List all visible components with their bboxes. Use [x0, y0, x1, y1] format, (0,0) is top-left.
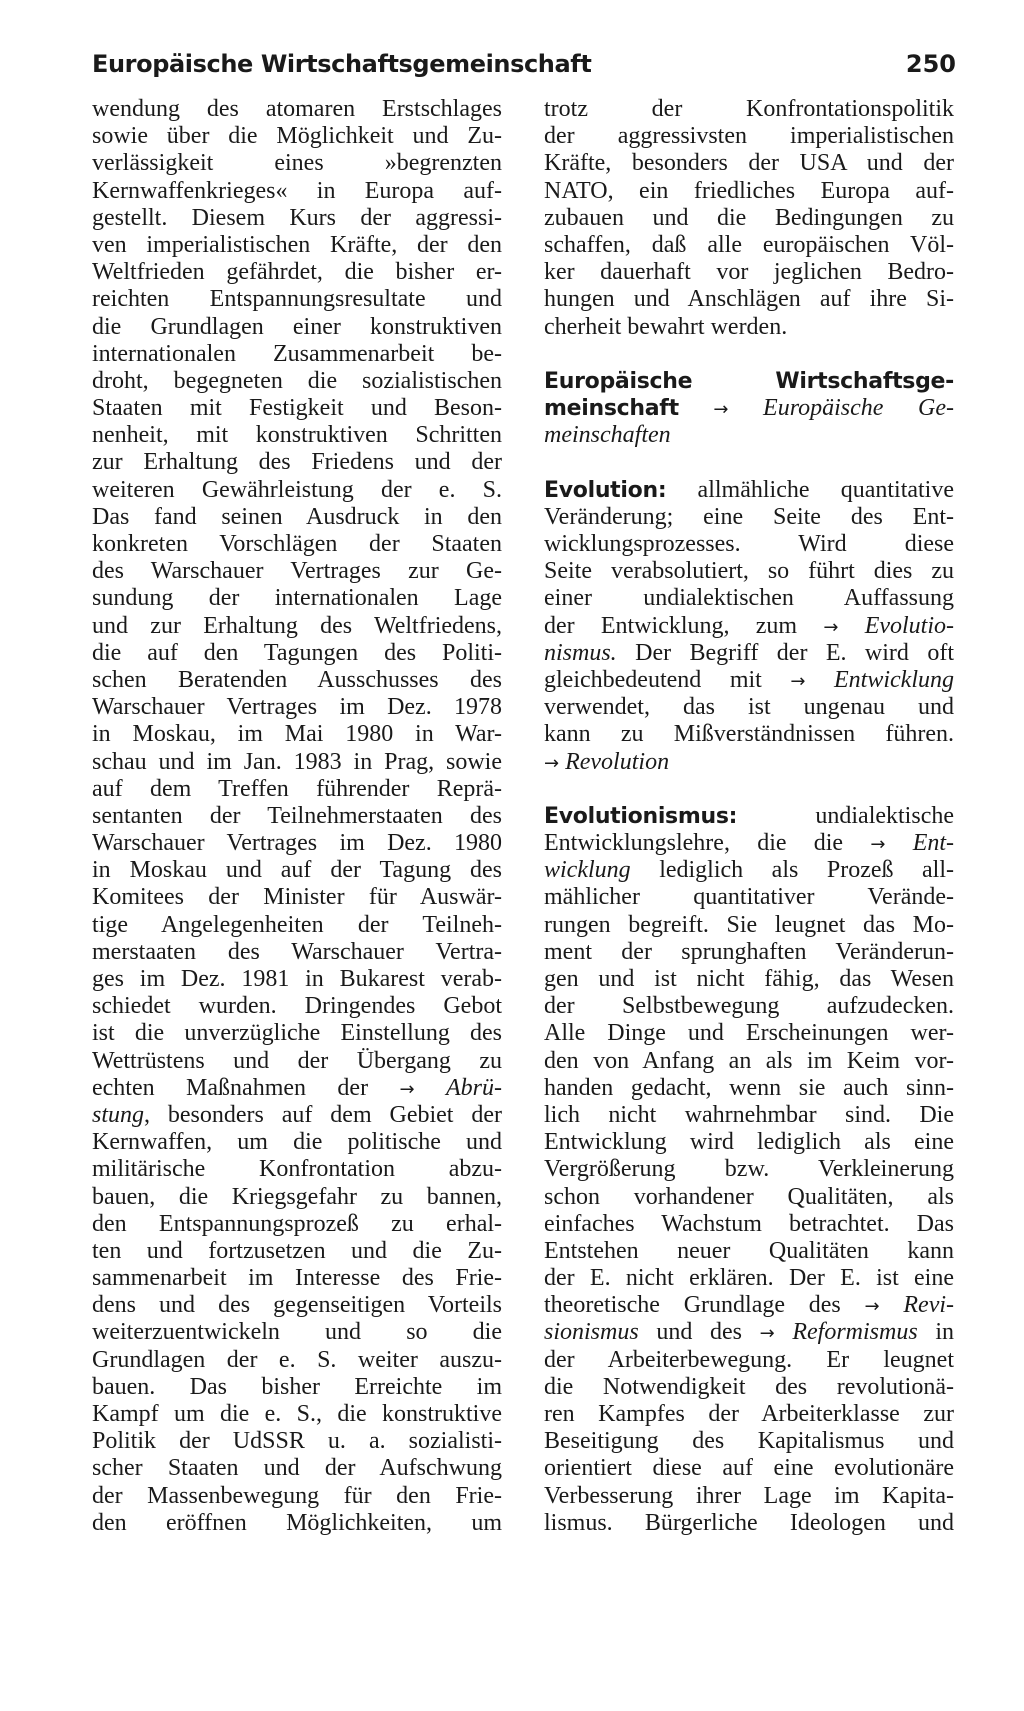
- text-line: schaffen, daß alle europäischen Völ-: [544, 231, 954, 258]
- cross-reference-arrow-icon: →: [864, 1296, 880, 1318]
- text-line: der Massenbewegung für den Frie-: [92, 1482, 502, 1509]
- text-line: Grundlagen der e. S. weiter auszu-: [92, 1346, 502, 1373]
- cross-reference-arrow-icon: →: [544, 752, 560, 774]
- cross-reference-arrow-icon: →: [823, 616, 839, 638]
- entry-line: sionismus und des → Reformismus in: [544, 1319, 954, 1346]
- text-line: einfaches Wachstum betrachtet. Das: [544, 1210, 954, 1237]
- cross-reference-link[interactable]: sionismus: [544, 1319, 639, 1346]
- text-line: in Moskau, im Mai 1980 in War-: [92, 721, 502, 748]
- text-line: Entwicklung wird lediglich als eine: [544, 1129, 954, 1156]
- text-line: militärische Konfrontation abzu-: [92, 1156, 502, 1183]
- cross-reference-link[interactable]: Revolution: [565, 748, 670, 775]
- text-line: Beseitigung des Kapitalismus und: [544, 1428, 954, 1455]
- entry-line: Veränderung; eine Seite des Ent-: [544, 503, 954, 530]
- text-line: schen Beratenden Ausschusses des: [92, 666, 502, 693]
- page-header: [92, 44, 956, 84]
- entry-line: [544, 395, 954, 422]
- text-line: rungen begreift. Sie leugnet das Mo-: [544, 911, 954, 938]
- text-line: cherheit bewahrt werden.: [544, 313, 788, 340]
- cross-reference-link[interactable]: stung: [92, 1101, 145, 1128]
- text-line: nenheit, mit konstruktiven Schritten: [92, 422, 502, 449]
- text-line: Politik der UdSSR u. a. sozialisti-: [92, 1428, 502, 1455]
- entry-headword: Evolution:: [544, 477, 667, 503]
- text-line: schon vorhandener Qualitäten, als: [544, 1183, 954, 1210]
- entry-headword: meinschaft: [544, 396, 679, 422]
- text-line: sundung der internationalen Lage: [92, 585, 502, 612]
- text-line: der E. nicht erklären. Der E. ist eine: [544, 1265, 954, 1292]
- text-line: die auf den Tagungen des Politi-: [92, 639, 502, 666]
- cross-reference-link[interactable]: Entwicklung: [834, 666, 954, 693]
- text-line: ven imperialistischen Kräfte, der den: [92, 231, 502, 258]
- text-line: der Arbeiterbewegung. Er leugnet: [544, 1346, 954, 1373]
- text-line: die Grundlagen einer konstruktiven: [92, 313, 502, 340]
- cross-reference-link[interactable]: Reformismus: [792, 1319, 918, 1346]
- text-line: schau und im Jan. 1983 in Prag, sowie: [92, 748, 502, 775]
- text-line: zur Erhaltung des Friedens und der: [92, 449, 502, 476]
- text-line: ker dauerhaft vor jeglichen Bedro-: [544, 259, 954, 286]
- text-line: sentanten der Teilnehmerstaaten des: [92, 802, 502, 829]
- text-line: Kampf um die e. S., die konstruktive: [92, 1401, 502, 1427]
- text-line: reichten Entspannungsresultate und: [92, 286, 502, 313]
- text-line: scher Staaten und der Aufschwung: [92, 1455, 502, 1482]
- cross-reference-link[interactable]: nismus.: [544, 639, 617, 666]
- entry-line: Evolution: allmähliche quantitative: [544, 476, 955, 503]
- text-line: gestellt. Diesem Kurs der aggressi-: [92, 204, 502, 231]
- text-line: ist die unverzügliche Einstellung des: [92, 1020, 502, 1047]
- text-line: Kernwaffen, um die politische und: [92, 1129, 502, 1156]
- entry-evolutionismus: [544, 803, 954, 1537]
- cross-reference-arrow-icon: →: [790, 670, 806, 692]
- cross-reference-arrow-icon: →: [870, 834, 886, 856]
- text-line: des Warschauer Vertrages zur Ge-: [92, 558, 502, 585]
- text-line: NATO, ein friedliches Europa auf-: [544, 177, 954, 204]
- cross-reference-link[interactable]: Europäische Ge-: [763, 395, 955, 422]
- text-line: gen und ist nicht fähig, das Wesen: [544, 966, 954, 992]
- entry-line: einer undialektischen Auffassung: [544, 585, 954, 612]
- entry-line: wicklung lediglich als Prozeß all-: [544, 857, 955, 884]
- text-line: Kräfte, besonders der USA und der: [544, 150, 954, 177]
- text-line: handen gedacht, wenn sie auch sinn-: [544, 1074, 954, 1101]
- text-line: dens und des gegenseitigen Vorteils: [92, 1292, 502, 1319]
- entry-line: der Entwicklung, zum → Evolutio-: [544, 612, 955, 639]
- cross-reference-link[interactable]: Ent-: [912, 830, 955, 857]
- text-line: ren Kampfes der Arbeiterklasse zur: [544, 1401, 954, 1427]
- text-line: sowie über die Möglichkeit und Zu-: [92, 123, 502, 150]
- text-line: Kernwaffenkrieges« in Europa auf-: [92, 177, 502, 204]
- cross-reference-arrow-icon: →: [399, 1078, 415, 1100]
- text-line: den eröffnen Möglichkeiten, um: [92, 1509, 502, 1536]
- entry-line: kann zu Mißverständnissen führen.: [544, 721, 954, 748]
- cross-reference-arrow-icon: →: [759, 1323, 775, 1345]
- entry-headword: Evolutionismus:: [544, 803, 738, 829]
- text-line: bauen, die Kriegsgefahr zu bannen,: [92, 1183, 502, 1210]
- cross-reference-link[interactable]: Abrü-: [446, 1074, 503, 1101]
- entry-line: nismus. Der Begriff der E. wird oft: [544, 639, 954, 666]
- entry-body: [544, 1347, 954, 1537]
- continued-paragraph: [544, 96, 954, 341]
- text-line: Entstehen neuer Qualitäten kann: [544, 1237, 954, 1264]
- text-line: Das fand seinen Ausdruck in den: [92, 503, 502, 530]
- text-line: stung, besonders auf dem Gebiet der: [92, 1101, 502, 1128]
- entry-line: [544, 422, 954, 449]
- text-line: ment der sprunghaften Veränderun-: [544, 938, 954, 965]
- cross-reference-link[interactable]: wicklung: [544, 857, 631, 884]
- entry-line: wicklungsprozesses. Wird diese: [544, 531, 954, 557]
- text-line: schiedet wurden. Dringendes Gebot: [92, 993, 502, 1020]
- text-line: die Notwendigkeit des revolutionä-: [544, 1373, 954, 1400]
- entry-headword: Europäische Wirtschaftsge-: [544, 368, 954, 394]
- text-line: Weltfrieden gefährdet, die bisher er-: [92, 259, 502, 286]
- text-line: zubauen und die Bedingungen zu: [544, 204, 954, 231]
- text-line: konkreten Vorschlägen der Staaten: [92, 531, 502, 557]
- entry-europaeische-wirtschaftsgemeinschaft: [544, 368, 954, 450]
- text-line: Vergrößerung bzw. Verkleinerung: [544, 1156, 954, 1183]
- text-line: und zur Erhaltung des Weltfriedens,: [92, 612, 502, 639]
- text-line: auf dem Treffen führender Reprä-: [92, 775, 502, 802]
- text-line: ges im Dez. 1981 in Bukarest verab-: [92, 966, 502, 992]
- text-line: mählicher quantitativer Verände-: [544, 884, 954, 911]
- text-line: der aggressivsten imperialistischen: [544, 123, 954, 150]
- entry-line: Evolutionismus: undialektische: [544, 802, 954, 829]
- text-line: der Selbstbewegung aufzudecken.: [544, 993, 954, 1020]
- entry-evolution: [544, 477, 954, 776]
- text-line: weiteren Gewährleistung der e. S.: [92, 476, 502, 503]
- text-line: den Entspannungsprozeß zu erhal-: [92, 1210, 502, 1237]
- text-line: droht, begegneten die sozialistischen: [92, 367, 502, 394]
- text-line: trotz der Konfrontationspolitik: [544, 96, 954, 122]
- entry-line: [544, 368, 954, 395]
- text-line: echten Maßnahmen der → Abrü-: [92, 1074, 503, 1101]
- text-line: in Moskau und auf der Tagung des: [92, 857, 502, 884]
- entry-line: verwendet, das ist ungenau und: [544, 694, 954, 721]
- text-line: internationalen Zusammenarbeit be-: [92, 340, 502, 367]
- entry-line: theoretische Grundlage des → Revi-: [544, 1292, 955, 1319]
- right-column: [544, 96, 954, 1537]
- text-line: Alle Dinge und Erscheinungen wer-: [544, 1020, 954, 1047]
- text-line: Wettrüstens und der Übergang zu: [92, 1047, 502, 1074]
- page-number: 250: [905, 50, 956, 78]
- cross-reference-link[interactable]: meinschaften: [544, 422, 671, 449]
- text-line: Staaten mit Festigkeit und Beson-: [92, 395, 502, 422]
- cross-reference-link[interactable]: Evolutio-: [864, 612, 955, 639]
- text-line: weiterzuentwickeln und so die: [92, 1319, 502, 1346]
- cross-reference-arrow-icon: →: [713, 399, 729, 421]
- text-line: hungen und Anschlägen auf ihre Si-: [544, 286, 954, 313]
- running-head: Europäische Wirtschaftsgemeinschaft: [92, 50, 592, 78]
- text-line: bauen. Das bisher Erreichte im: [92, 1373, 502, 1400]
- entry-line: [544, 749, 954, 776]
- text-line: Verbesserung ihrer Lage im Kapita-: [544, 1482, 954, 1509]
- text-line: Warschauer Vertrages im Dez. 1980: [92, 830, 502, 857]
- text-line: Warschauer Vertrages im Dez. 1978: [92, 694, 502, 721]
- text-line: ten und fortzusetzen und die Zu-: [92, 1237, 502, 1264]
- text-line: orientiert diese auf eine evolutionäre: [544, 1455, 954, 1482]
- text-line: Komitees der Minister für Auswär-: [92, 884, 502, 911]
- cross-reference-link[interactable]: Revi-: [903, 1292, 955, 1319]
- text-line: tige Angelegenheiten der Teilneh-: [92, 911, 502, 938]
- text-line: verlässigkeit eines »begrenzten: [92, 150, 502, 177]
- text-line: wendung des atomaren Erstschlages: [92, 96, 502, 122]
- text-line: lich nicht wahrnehmbar sind. Die: [544, 1101, 954, 1128]
- left-column: [92, 96, 502, 1537]
- entry-line: gleichbedeutend mit → Entwicklung: [544, 666, 954, 693]
- entry-line: Entwicklungslehre, die die → Ent-: [544, 830, 955, 857]
- text-line: merstaaten des Warschauer Vertra-: [92, 938, 502, 965]
- entry-body: [544, 884, 954, 1292]
- text-line: lismus. Bürgerliche Ideologen und: [544, 1509, 954, 1536]
- entry-line: Seite verabsolutiert, so führt dies zu: [544, 558, 954, 585]
- text-line: den von Anfang an als im Keim vor-: [544, 1047, 954, 1074]
- text-line: sammenarbeit im Interesse des Frie-: [92, 1265, 502, 1292]
